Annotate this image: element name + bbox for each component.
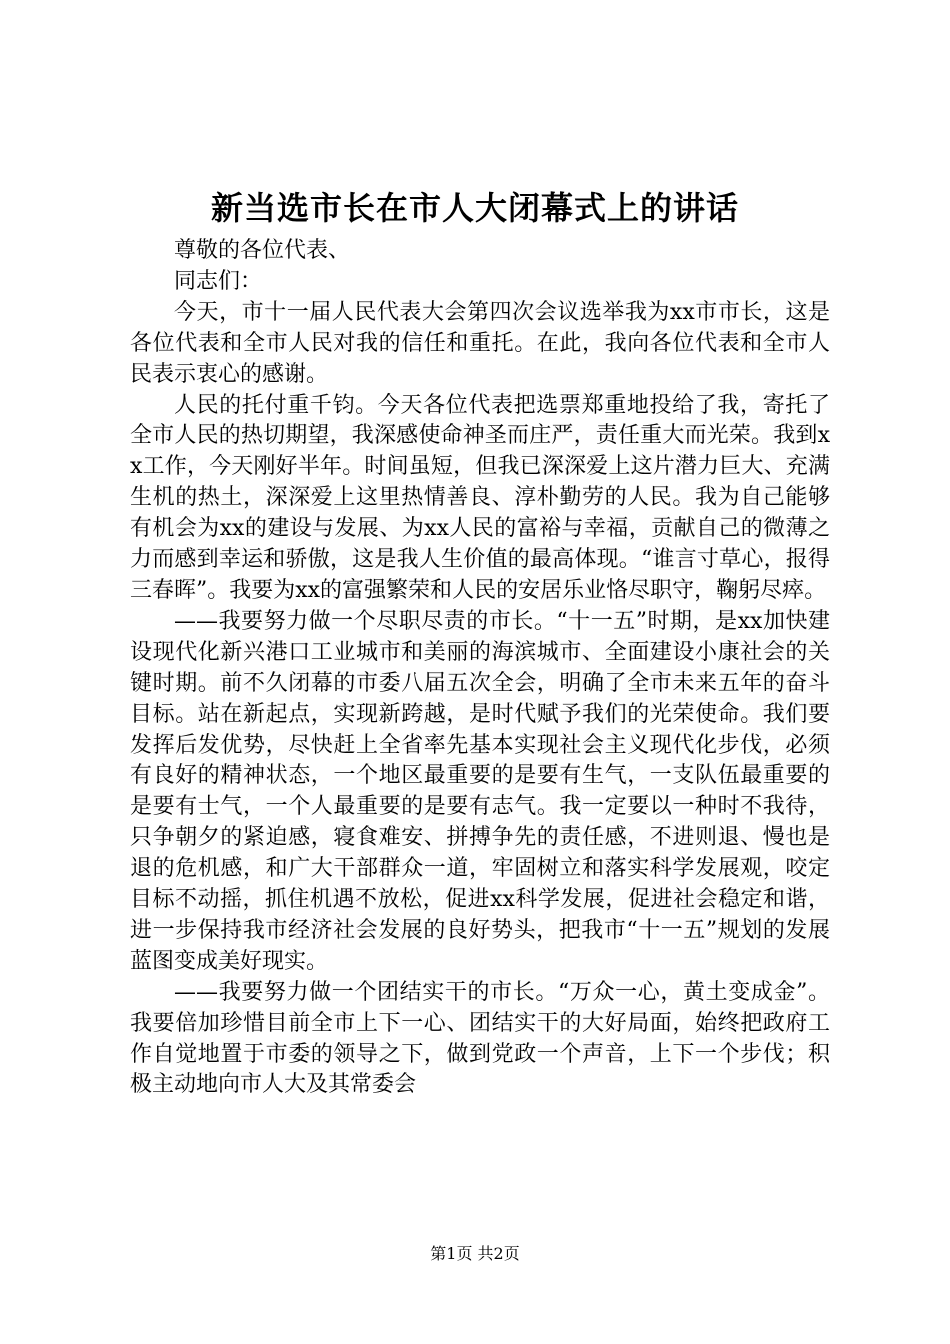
salutation-line: 同志们： — [174, 268, 263, 294]
body-paragraph: 人民的托付重千钧。今天各位代表把选票郑重地投给了我，寄托了全市人民的热切期望，我深感使命神圣而庄严，责任重大而光荣。我到xx工作，今天刚好半年。时间虽短，但我已深深爱上这片潜力巨大、充满生机的热土，深深爱上这里热情善良、淳朴勤劳的人民。我为自己能够有机会为xx的建设与发展、为xx人民的富裕与幸福，贡献自己的微薄之力而感到幸运和骄傲，这是我人生价值的最高体现。“谁言寸草心，报得三春晖”。我要为xx的富强繁荣和人民的安居乐业恪尽职守，鞠躬尽瘁。 — [130, 392, 830, 603]
body-paragraph: ——我要努力做一个尽职尽责的市长。“十一五”时期，是xx加快建设现代化新兴港口工业城市和美丽的海滨城市、全面建设小康社会的关键时期。前不久闭幕的市委八届五次全会，明确了全市未来五年的奋斗目标。站在新起点，实现新跨越，是时代赋予我们的光荣使命。我们要发挥后发优势，尽快赶上全省率先基本实现社会主义现代化步伐，必须有良好的精神状态，一个地区最重要的是要有生气，一支队伍最重要的是要有士气，一个人最重要的是要有志气。我一定要以一种时不我待，只争朝夕的紧迫感，寝食难安、拼搏争先的责任感，不进则退、慢也是退的危机感，和广大干部群众一道，牢固树立和落实科学发展观，咬定目标不动摇，抓住机遇不放松，促进xx科学发展，促进社会稳定和谐，进一步保持我市经济社会发展的良好势头，把我市“十一五”规划的发展蓝图变成美好现实。 — [130, 608, 830, 974]
salutation-line: 尊敬的各位代表、 — [174, 238, 351, 263]
body-paragraph: ——我要努力做一个团结实干的市长。“万众一心，黄土变成金”。我要倍加珍惜目前全市上下一心、团结实干的大好局面，始终把政府工作自觉地置于市委的领导之下，做到党政一个声音，上下一个步伐；积极主动地向市人大及其常委会 — [130, 979, 830, 1098]
page-number-footer: 第1页 共2页 — [430, 1244, 520, 1263]
document-body — [130, 236, 830, 1101]
document-title: 新当选市长在市人大闭幕式上的讲话 — [210, 189, 739, 227]
body-paragraph: 今天，市十一届人民代表大会第四次会议选举我为xx市市长，这是各位代表和全市人民对我的信任和重托。在此，我向各位代表和全市人民表示衷心的感谢。 — [130, 299, 830, 387]
